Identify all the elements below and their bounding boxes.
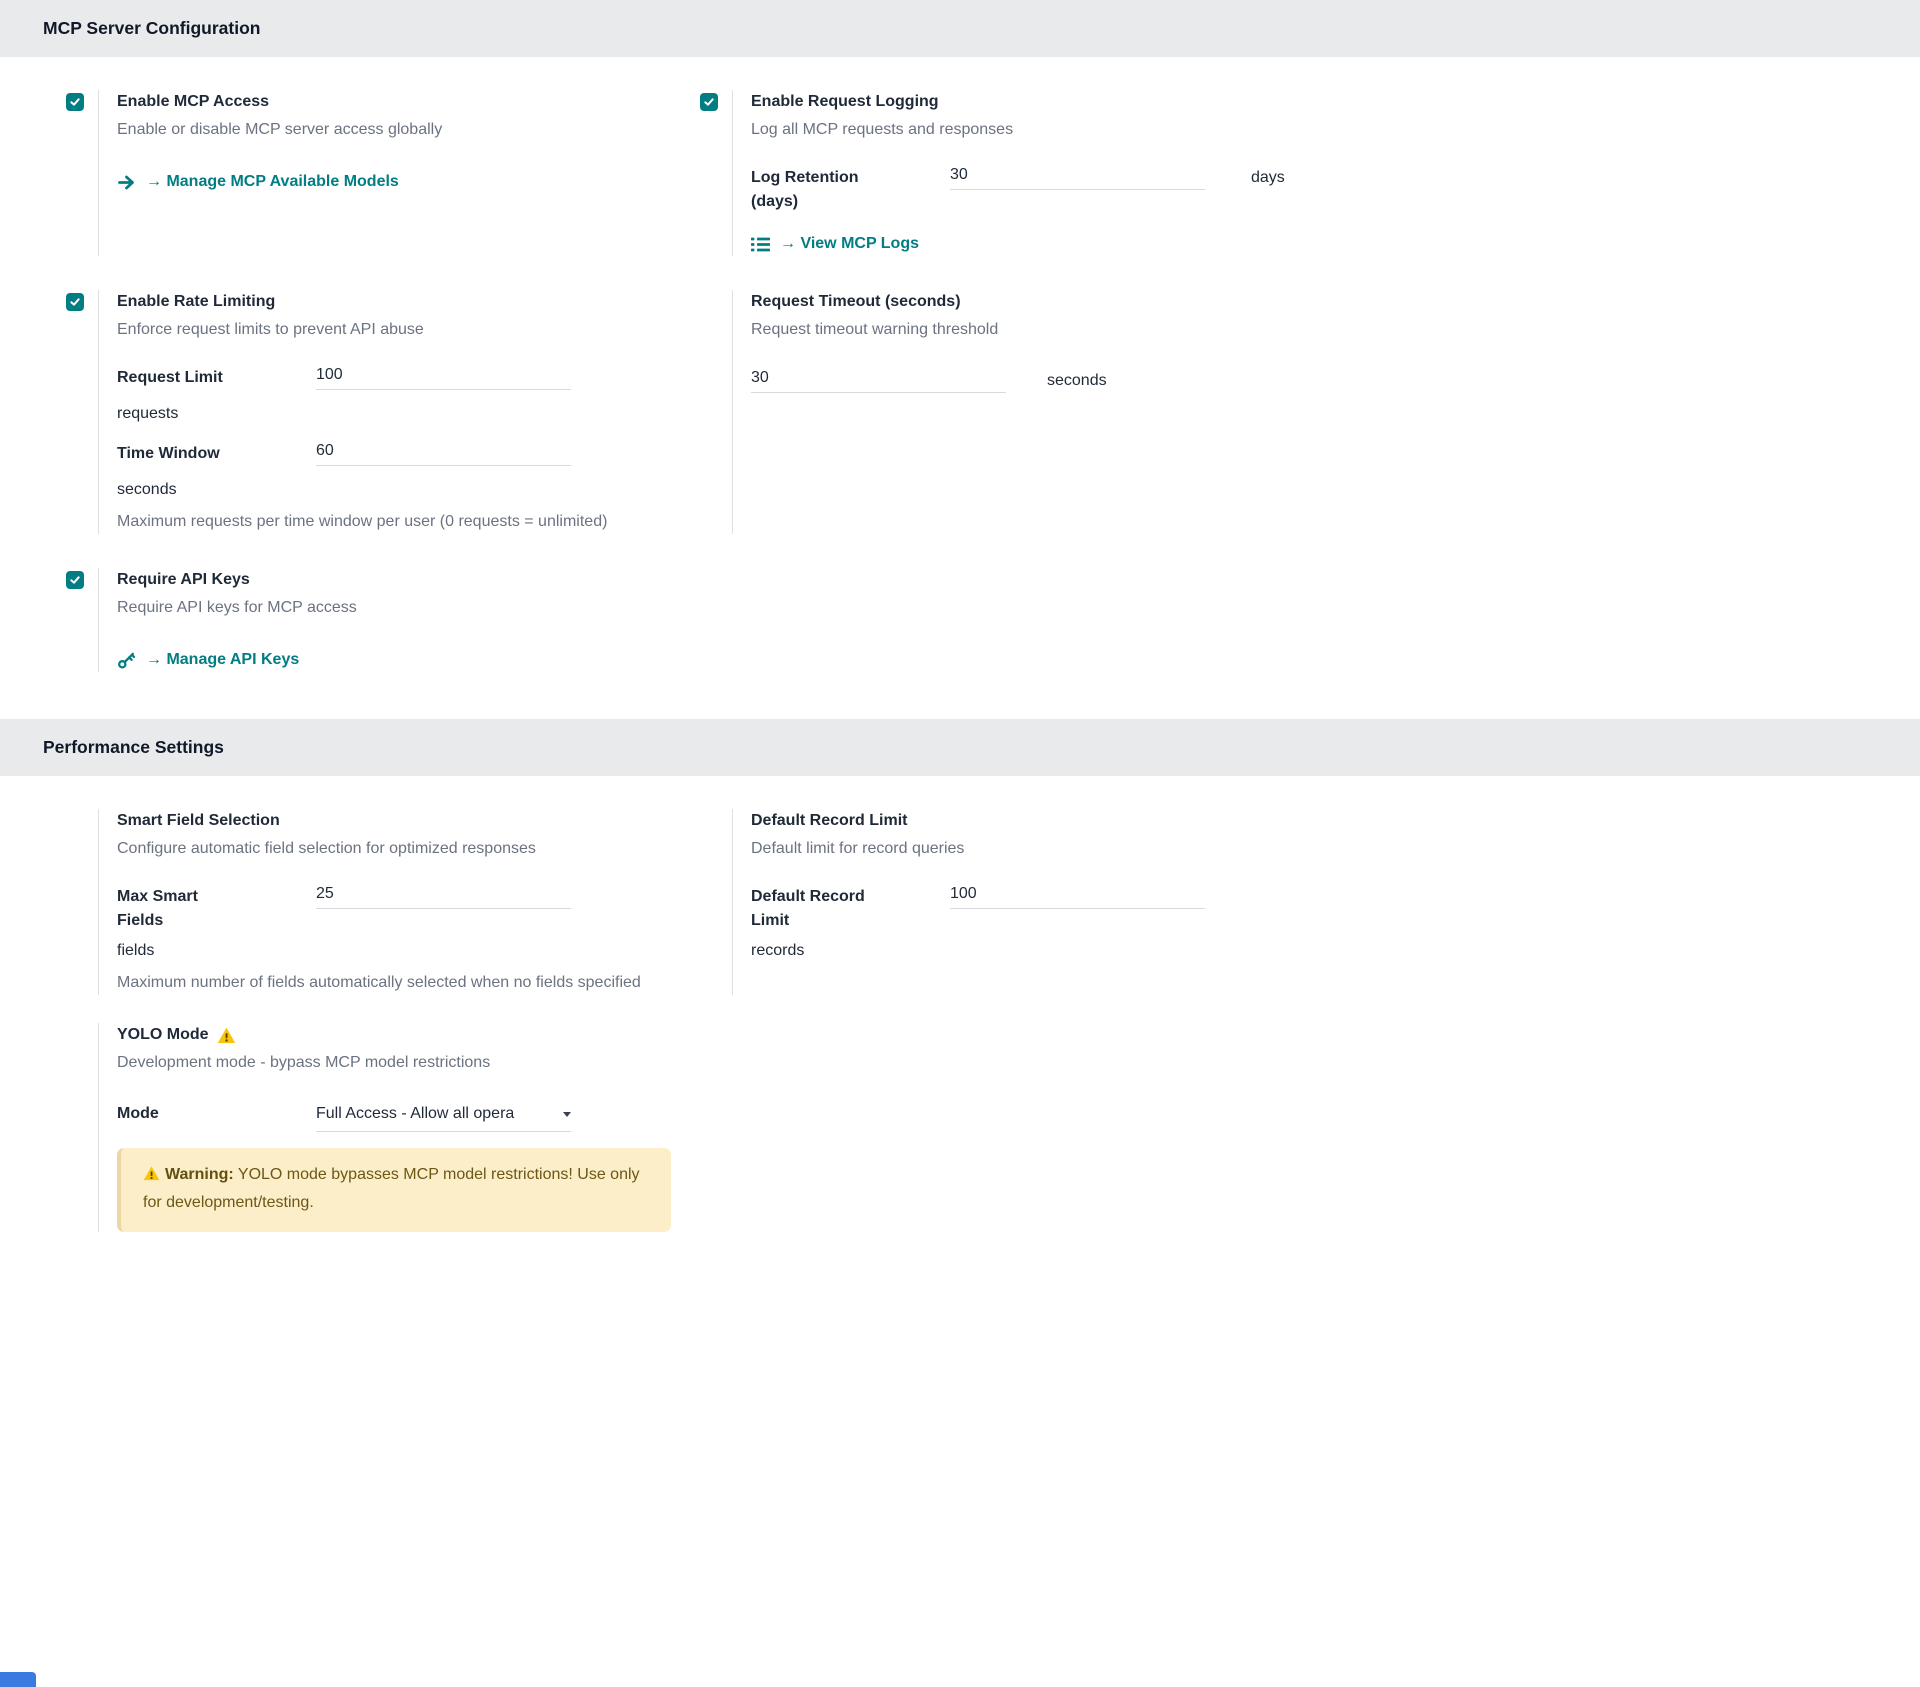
setting-title: Request Timeout (seconds)	[751, 293, 961, 310]
manage-api-keys-link[interactable]: → Manage API Keys	[146, 651, 300, 668]
key-icon	[117, 651, 136, 670]
setting-description: Enable or disable MCP server access globally	[117, 121, 443, 138]
setting-description: Development mode - bypass MCP model restrictions	[117, 1054, 491, 1071]
yolo-mode-selected-value: Full Access - Allow all opera	[316, 1105, 515, 1122]
setting-description: Enforce request limits to prevent API abuse	[117, 321, 424, 338]
log-retention-input[interactable]	[950, 166, 1205, 190]
enable-rate-limiting-checkbox[interactable]	[66, 293, 84, 311]
setting-title: Enable MCP Access	[117, 93, 270, 110]
warning-alert-text: YOLO mode bypasses MCP model restrictions! Use only for development/testing.	[143, 1166, 640, 1211]
setting-description: Request timeout warning threshold	[751, 321, 999, 338]
log-retention-unit: days	[1251, 169, 1285, 186]
max-smart-fields-input[interactable]	[316, 885, 571, 909]
setting-description: Default limit for record queries	[751, 840, 965, 857]
warning-icon	[143, 1165, 160, 1182]
time-window-input[interactable]	[316, 442, 571, 466]
view-mcp-logs-link[interactable]: → View MCP Logs	[780, 235, 919, 252]
setting-smart-field-selection	[66, 809, 700, 995]
checkmark-icon	[69, 96, 81, 108]
yolo-warning-alert	[117, 1148, 671, 1232]
setting-title: Smart Field Selection	[117, 812, 280, 829]
setting-enable-rate-limiting	[66, 290, 700, 534]
default-record-limit-unit: records	[751, 942, 805, 959]
arrow-right-icon	[117, 173, 136, 192]
setting-enable-request-logging	[700, 90, 1880, 256]
setting-title: Enable Rate Limiting	[117, 293, 276, 310]
bottom-left-partial-element	[0, 1672, 36, 1687]
request-limit-unit: requests	[117, 405, 179, 422]
performance-section-body	[0, 776, 1920, 1279]
yolo-mode-label: Mode	[117, 1105, 159, 1122]
default-record-limit-input[interactable]	[950, 885, 1205, 909]
setting-description: Log all MCP requests and responses	[751, 121, 1014, 138]
request-limit-input[interactable]	[316, 366, 571, 390]
enable-request-logging-checkbox[interactable]	[700, 93, 718, 111]
setting-description: Require API keys for MCP access	[117, 599, 357, 616]
setting-request-timeout	[700, 290, 1880, 534]
checkmark-icon	[69, 296, 81, 308]
chevron-down-icon	[563, 1112, 571, 1117]
performance-section-header	[0, 719, 1920, 776]
setting-require-api-keys	[66, 568, 700, 672]
performance-section-title: Performance Settings	[43, 737, 224, 758]
list-icon	[751, 235, 770, 254]
setting-default-record-limit	[700, 809, 1880, 995]
time-window-unit: seconds	[117, 481, 177, 498]
max-smart-fields-label: Max Smart Fields	[117, 888, 198, 929]
require-api-keys-checkbox[interactable]	[66, 571, 84, 589]
log-retention-label: Log Retention (days)	[751, 169, 859, 210]
setting-title: Default Record Limit	[751, 812, 908, 829]
smart-fields-help-text: Maximum number of fields automatically selected when no fields specified	[117, 974, 641, 991]
setting-enable-mcp-access	[66, 90, 700, 256]
warning-alert-bold: Warning:	[165, 1166, 234, 1183]
setting-title: YOLO Mode	[117, 1026, 209, 1043]
setting-description: Configure automatic field selection for optimized responses	[117, 840, 536, 857]
setting-title: Require API Keys	[117, 571, 250, 588]
checkmark-icon	[703, 96, 715, 108]
max-smart-fields-unit: fields	[117, 942, 155, 959]
setting-yolo-mode	[66, 1023, 700, 1232]
setting-title: Enable Request Logging	[751, 93, 939, 110]
mcp-section-title: MCP Server Configuration	[43, 18, 261, 39]
request-limit-label: Request Limit	[117, 369, 223, 386]
warning-icon	[217, 1026, 236, 1045]
request-timeout-input[interactable]	[751, 369, 1006, 393]
yolo-mode-select[interactable]	[316, 1102, 571, 1132]
request-timeout-unit: seconds	[1047, 372, 1107, 389]
rate-limiting-help-text: Maximum requests per time window per user (0 requests = unlimited)	[117, 513, 608, 530]
mcp-section-header	[0, 0, 1920, 57]
time-window-label: Time Window	[117, 445, 220, 462]
enable-mcp-access-checkbox[interactable]	[66, 93, 84, 111]
checkmark-icon	[69, 574, 81, 586]
manage-mcp-models-link[interactable]: → Manage MCP Available Models	[146, 173, 399, 190]
default-record-limit-label: Default Record Limit	[751, 888, 865, 929]
mcp-section-body	[0, 57, 1920, 719]
